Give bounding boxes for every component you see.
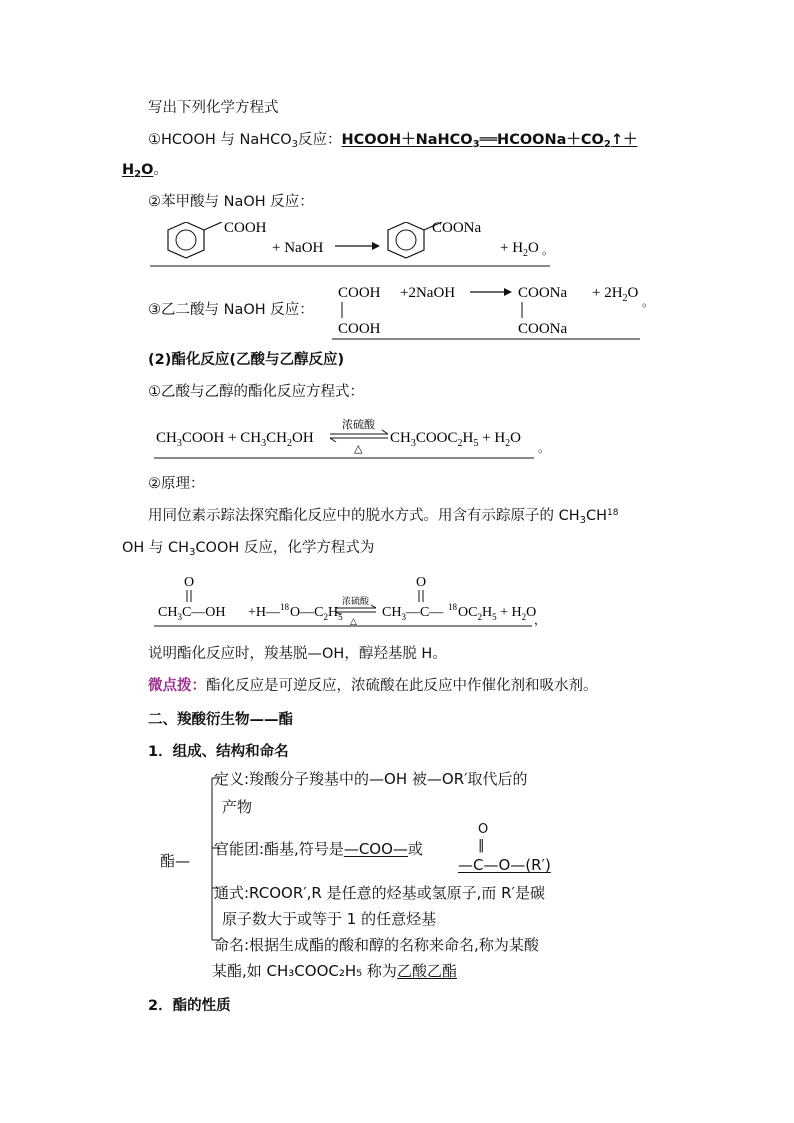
svg-text:CH3—C—: $CH_3—C—$ [382, 605, 444, 622]
svg-text:+2NaOH: +2NaOH [400, 285, 456, 301]
svg-text:△: △ [354, 443, 363, 455]
principle-text-1: 用同位素示踪法探究酯化反应中的脱水方式。用含有示踪原子的 $CH_3CH^{18}$ [148, 508, 619, 526]
tree-naming-b: 某酯,如 CH₃COOC₂H₅ 称为乙酸乙酯 [212, 962, 457, 980]
eq1-line2: $H_2O$。 [122, 162, 168, 180]
svg-text:COONa: COONa [518, 285, 568, 301]
eq1-prefix: ①HCOOH 与 NaHCO [148, 132, 292, 148]
svg-text:CH3COOC2H5 + H2O: $CH_3COOC_2H_5 + H_2O$ [390, 430, 522, 449]
eq3-label: ③乙二酸与 NaOH 反应： [148, 302, 314, 318]
tree-root: 酯— [160, 852, 191, 870]
eq2-label: ②苯甲酸与 NaOH 反应： [148, 194, 314, 210]
svg-text:18: 18 [448, 602, 457, 612]
write-equations-heading: 写出下列化学方程式 [148, 100, 279, 116]
tree-general-formula-a: 通式:RCOOR′,R 是任意的烃基或氢原子,而 R′是碳 [214, 884, 545, 902]
isotope-equation [150, 572, 550, 628]
svg-text:COOH: COOH [338, 285, 381, 301]
svg-text:。: 。 [538, 441, 550, 455]
svg-text:CH3C—OH: $CH_3C—OH$ [158, 605, 226, 622]
tree-definition-a: 定义:羧酸分子羧基中的—OH 被—OR′取代后的 [214, 770, 528, 788]
esterification-equation [150, 414, 550, 460]
svg-text:O: O [416, 575, 427, 590]
tree-naming-a: 命名:根据生成酯的酸和醇的名称来命名,称为某酸 [214, 936, 539, 954]
svg-text:。: 。 [642, 295, 655, 309]
svg-text:+H—: +H— [248, 605, 281, 620]
ester-double-bond: ‖ [478, 838, 485, 853]
cooh-label: COOH [224, 222, 267, 236]
svg-text:O—C2H5: $O—C_2H_5$ [290, 605, 343, 622]
svg-text:浓硫酸: 浓硫酸 [342, 419, 375, 431]
svg-text:浓硫酸: 浓硫酸 [342, 596, 370, 606]
oxalic-acid-equation [330, 282, 660, 340]
svg-text:+ H2O: + $H_2O$ [500, 240, 539, 259]
esterification-title: (2)酯化反应(乙酸与乙醇反应) [148, 352, 345, 368]
svg-text:COONa: COONa [518, 321, 568, 337]
coona-label: COONa [432, 222, 482, 236]
tree-functional-group: 官能团:酯基,符号是—COO—或 [214, 840, 423, 858]
tip-text: 酯化反应是可逆反应，浓硫酸在此反应中作催化剂和吸水剂。 [206, 678, 598, 694]
section-2-heading: 二、羧酸衍生物——酯 [148, 712, 293, 728]
tip-label: 微点拨： [148, 678, 206, 694]
tip-line [148, 676, 598, 696]
eq1-mid: 反应： [298, 132, 342, 148]
explain-text: 说明酯化反应时，羧基脱—OH，醇羟基脱 H。 [148, 646, 447, 662]
principle-text-2: OH 与 $CH_3COOH$ 反应，化学方程式为 [122, 540, 375, 558]
principle-label: ②原理： [148, 476, 205, 492]
svg-text:COOH: COOH [338, 321, 381, 337]
eq1-answer: $HCOOH+NaHCO_3══HCOONa+CO_2↑+$ [341, 132, 638, 150]
benzoic-acid-equation [150, 222, 570, 270]
tree-definition-b: 产物 [222, 798, 253, 816]
svg-text:，: ， [534, 613, 547, 627]
subsection-1-heading: 1．组成、结构和命名 [148, 744, 289, 760]
svg-text:。: 。 [542, 243, 555, 257]
ester-o-top: O [478, 822, 489, 837]
naoh-label: + NaOH [272, 240, 324, 256]
tree-brace [190, 770, 220, 950]
svg-text:+ 2H2O: + $2H_2O$ [592, 285, 639, 304]
tree-general-formula-b: 原子数大于或等于 1 的任意烃基 [222, 910, 437, 928]
svg-text:18: 18 [280, 602, 289, 612]
svg-text:△: △ [350, 616, 357, 626]
svg-text:OC2H5 + H2O: $OC_2H_5 + H_2O$ [458, 605, 537, 622]
subsection-2-heading: 2．酯的性质 [148, 998, 231, 1014]
eq1-line1: ①HCOOH 与 NaHCO$_3$反应：$HCOOH+NaHCO_3══HCOONa+CO_2↑+$ [148, 132, 638, 150]
ester-structure: —C—O—(R′) [458, 856, 551, 874]
esterification-eq-label: ①乙酸与乙醇的酯化反应方程式： [148, 384, 364, 400]
svg-text:CH3COOH + CH3CH2OH: $CH_3COOH + CH_3CH_2OH$ [156, 430, 314, 449]
svg-text:O: O [184, 575, 195, 590]
